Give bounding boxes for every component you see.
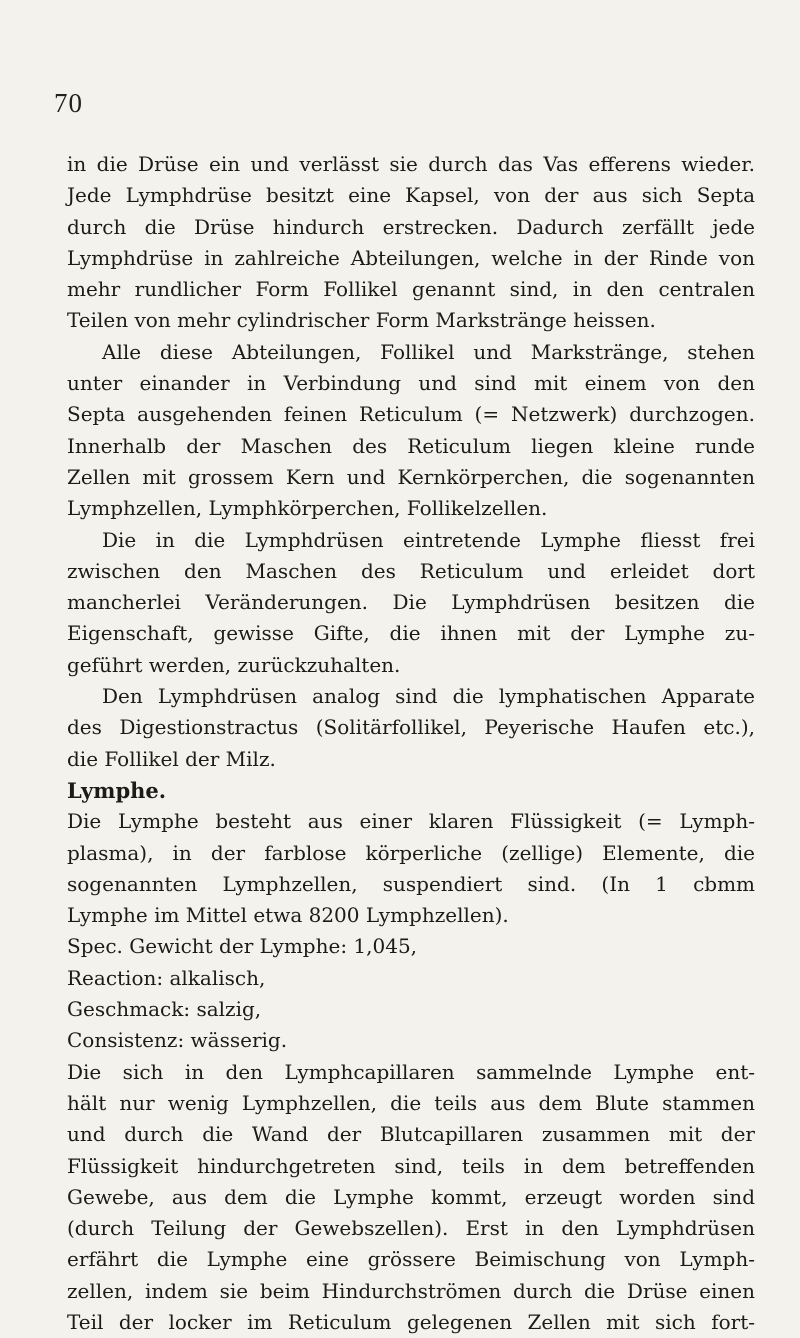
text-line: (durch Teilung der Gewebszellen). Erst in den Lymphdrüsen (67, 1216, 755, 1241)
text-line: Consistenz: wässerig. (67, 1028, 288, 1053)
text-line: und durch die Wand der Blutcapillaren zusammen mit der (67, 1122, 755, 1147)
text-line: Jede Lymphdrüse besitzt eine Kapsel, von der aus sich Septa (67, 183, 755, 208)
text-line: Alle diese Abteilungen, Follikel und Markstränge, stehen (102, 339, 755, 364)
text-line: Geschmack: salzig, (67, 997, 262, 1022)
text-line: Lymphdrüse in zahlreiche Abteilungen, welche in der Rinde von (67, 245, 755, 270)
text-line: Teilen von mehr cylindrischer Form Markstränge heissen. (67, 308, 656, 333)
text-line: mehr rundlicher Form Follikel genannt sind, in den centralen (67, 277, 755, 302)
text-line: die Follikel der Milz. (67, 746, 276, 771)
text-line: in die Drüse ein und verlässt sie durch das Vas efferens wieder. (67, 152, 755, 176)
text-line: Die in die Lymphdrüsen eintretende Lymphe fliesst frei (102, 527, 755, 552)
text-line: Innerhalb der Maschen des Reticulum liegen kleine runde (67, 433, 755, 458)
text-line: des Digestionstractus (Solitärfollikel, Peyerische Haufen etc.), (67, 715, 755, 740)
text-line: Teil der locker im Reticulum gelegenen Zellen mit sich fort- (67, 1309, 755, 1334)
text-line: Lymphe im Mittel etwa 8200 Lymphzellen). (67, 903, 509, 928)
text-line: Den Lymphdrüsen analog sind die lymphatischen Apparate (102, 684, 755, 709)
text-line: geführt werden, zurückzuhalten. (67, 652, 401, 677)
section-heading: Lymphe. (67, 777, 167, 803)
text-line: erfährt die Lymphe eine grössere Beimischung von Lymph- (67, 1247, 755, 1272)
text-line: zellen, indem sie beim Hindurchströmen durch die Drüse einen (67, 1278, 755, 1303)
text-line: mancherlei Veränderungen. Die Lymphdrüsen besitzen die (67, 590, 755, 615)
text-line: Reaction: alkalisch, (67, 965, 266, 990)
text-line: zwischen den Maschen des Reticulum und erleidet dort (67, 558, 755, 583)
body-text (67, 149, 755, 1338)
text-line: Flüssigkeit hindurchgetreten sind, teils in dem betreffenden (67, 1153, 755, 1178)
text-line: Spec. Gewicht der Lymphe: 1,045, (67, 934, 418, 959)
text-line: plasma), in der farblose körperliche (zellige) Elemente, die (67, 840, 755, 865)
text-line: Zellen mit grossem Kern und Kernkörperchen, die sogenannten (67, 464, 755, 489)
text-line: Eigenschaft, gewisse Gifte, die ihnen mit der Lymphe zu- (67, 621, 755, 646)
text-line: Septa ausgehenden feinen Reticulum (= Netzwerk) durchzogen. (67, 402, 755, 427)
page-number: 70 (54, 88, 83, 118)
text-line: Die sich in den Lymphcapillaren sammelnde Lymphe ent- (67, 1059, 755, 1084)
text-line: durch die Drüse hindurch erstrecken. Dadurch zerfällt jede (67, 214, 755, 239)
text-line: Lymphzellen, Lymphkörperchen, Follikelzellen. (67, 496, 548, 521)
text-line: unter einander in Verbindung und sind mit einem von den (67, 371, 755, 396)
text-line: hält nur wenig Lymphzellen, die teils aus dem Blute stammen (67, 1090, 755, 1115)
text-line: Die Lymphe besteht aus einer klaren Flüssigkeit (= Lymph- (67, 809, 755, 834)
text-line: sogenannten Lymphzellen, suspendiert sind. (In 1 cbmm (67, 871, 755, 896)
text-line: Gewebe, aus dem die Lymphe kommt, erzeugt worden sind (67, 1184, 755, 1209)
